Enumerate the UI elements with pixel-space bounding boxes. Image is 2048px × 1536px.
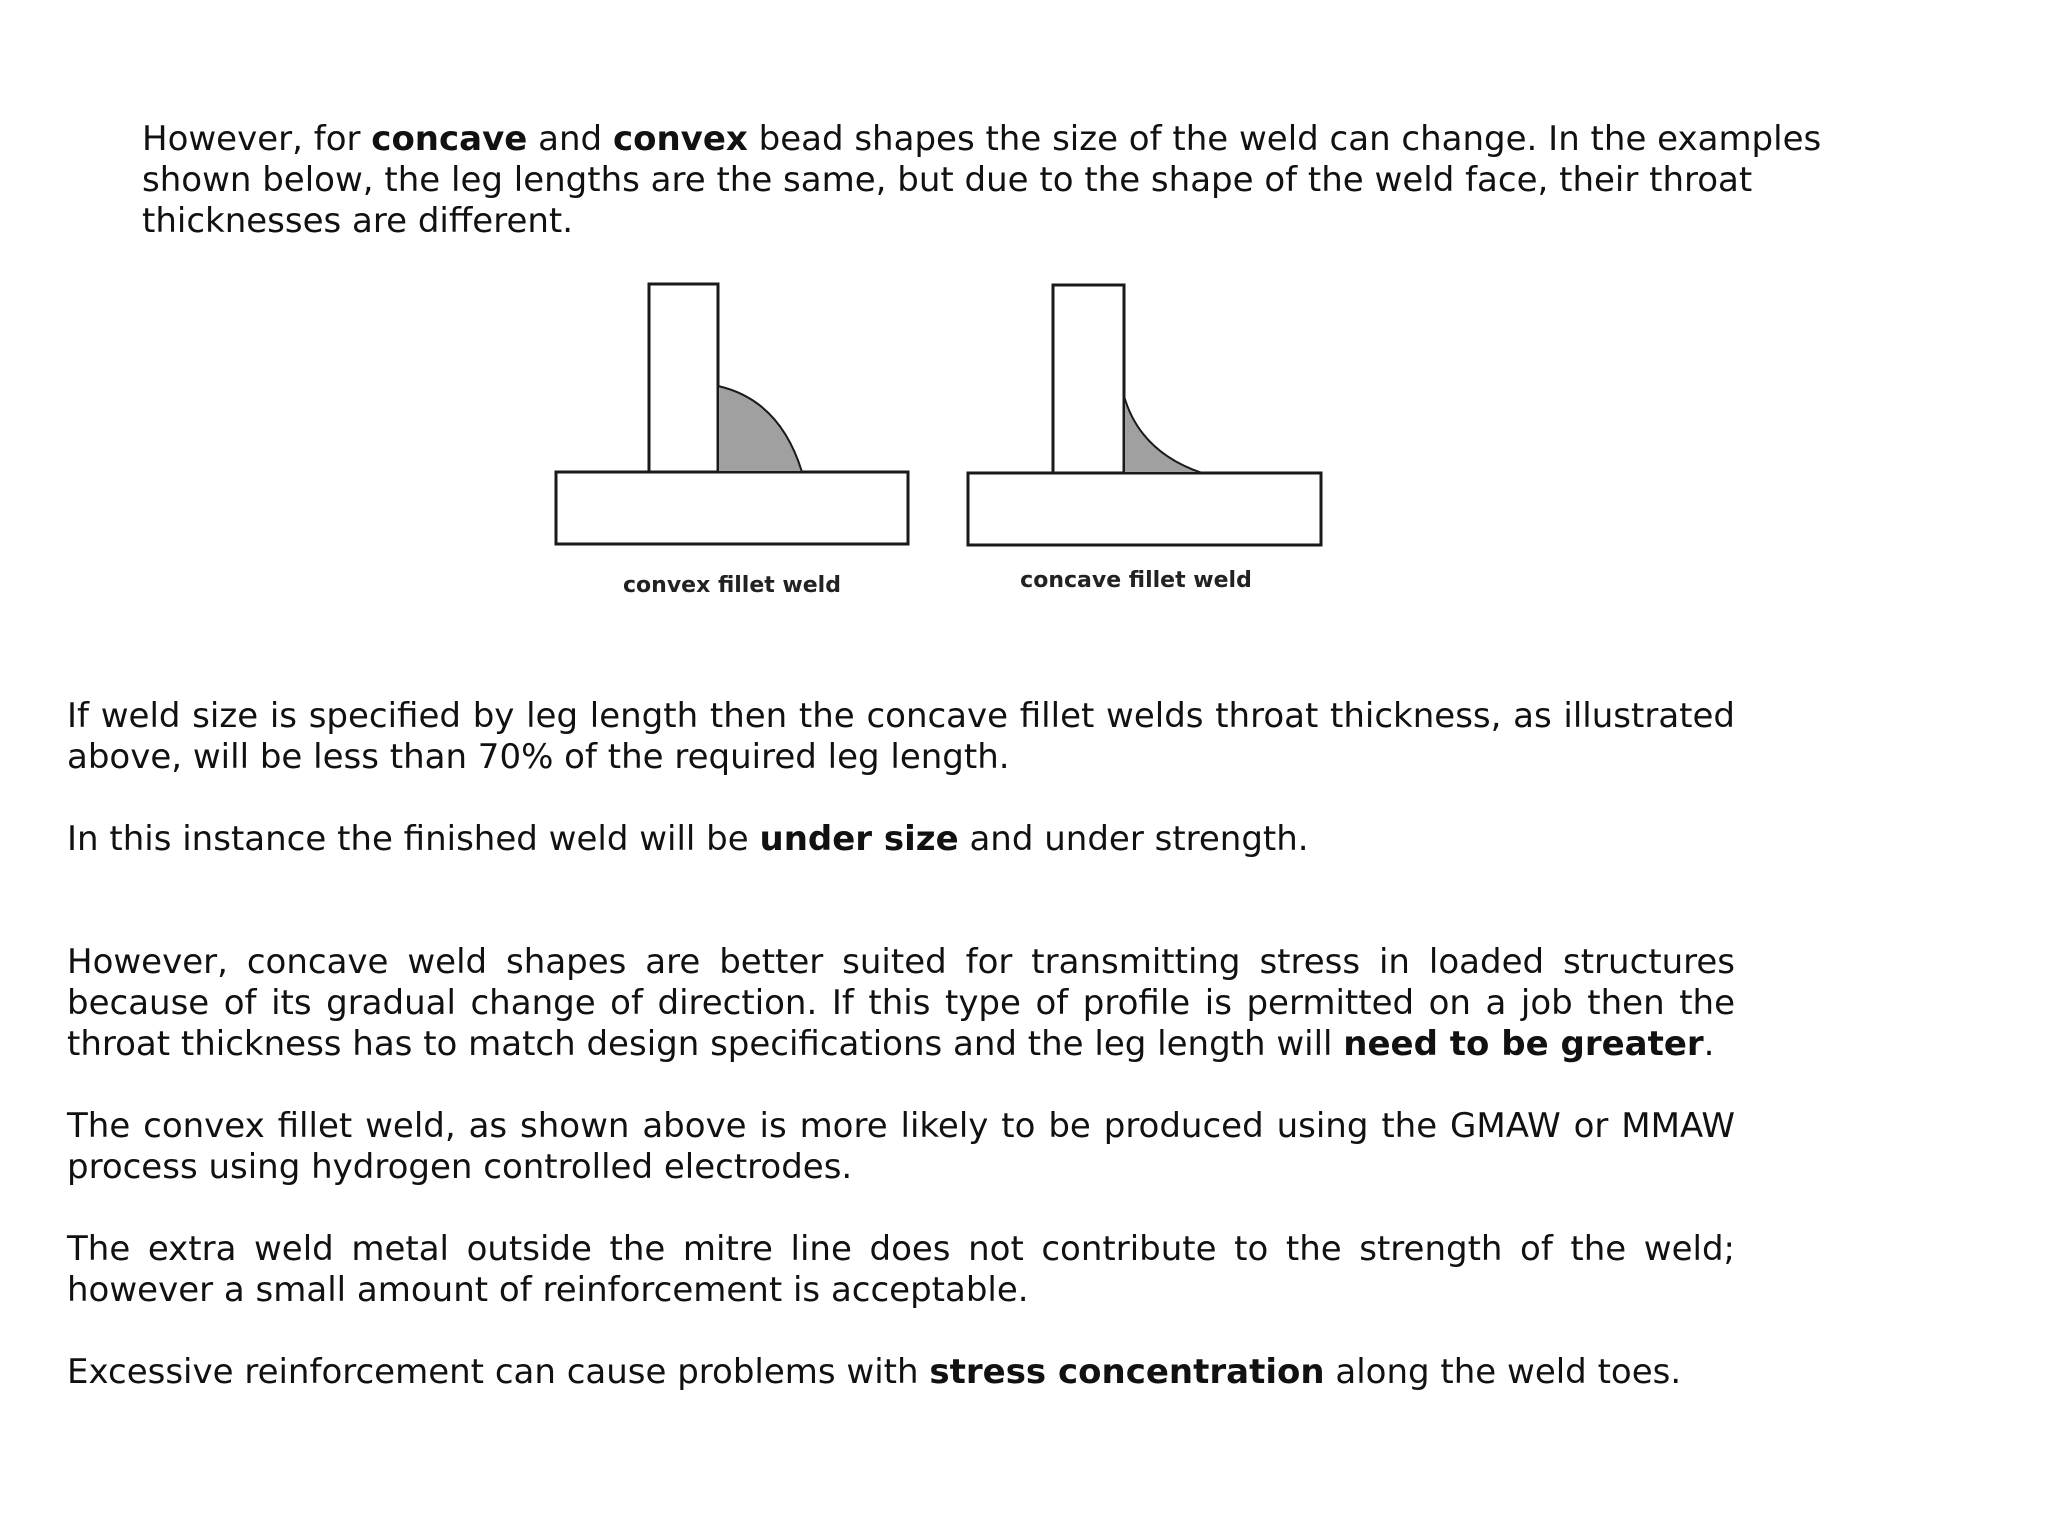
concave-weld-bead: [1124, 396, 1202, 473]
convex-caption: convex fillet weld: [623, 573, 841, 598]
convex-process-paragraph: [67, 1106, 1746, 1188]
convex-base-plate: [556, 472, 908, 544]
stress-concentration-paragraph: [67, 1352, 1735, 1393]
concave-stress-paragraph: [67, 942, 1746, 1065]
under-size-term: under size: [759, 819, 959, 859]
under-size-paragraph: [67, 819, 1735, 860]
p3-text-2: .: [1703, 1024, 1715, 1064]
convex-vertical-plate: [649, 284, 718, 472]
concave-base-plate: [968, 473, 1321, 545]
p2-text-2: and under strength.: [958, 819, 1309, 859]
concave-caption: concave fillet weld: [1020, 568, 1252, 593]
p1-text: If weld size is specified by leg length then the concave fillet welds throat thickness, as illustrated above, will be less than 70% of the required leg length.: [67, 696, 1746, 777]
reinforcement-paragraph: [67, 1229, 1746, 1311]
p5-text: The extra weld metal outside the mitre line does not contribute to the strength of the weld; however a small amount of reinforcement is acceptable.: [67, 1229, 1746, 1310]
p6-text-2: along the weld toes.: [1324, 1352, 1682, 1392]
convex-weld-bead: [718, 386, 802, 472]
leg-length-paragraph: [67, 696, 1746, 778]
concave-fillet-weld-figure: [968, 285, 1321, 593]
concave-term: concave: [371, 119, 528, 159]
p4-text: The convex fillet weld, as shown above is more likely to be produced using the GMAW or MMAW process using hydrogen controlled electrodes.: [67, 1106, 1746, 1187]
intro-text-3: bead shapes the size of the weld can change. In the examples shown below, the leg lengths are the same, but due to the shape of the weld face, their throat thicknesses are different.: [142, 119, 1833, 241]
p2-text-1: In this instance the finished weld will be: [67, 819, 760, 859]
convex-fillet-weld-figure: [556, 284, 908, 598]
stress-concentration-term: stress concentration: [929, 1352, 1325, 1392]
need-to-be-greater-term: need to be greater: [1343, 1024, 1704, 1064]
concave-vertical-plate: [1053, 285, 1124, 473]
intro-paragraph: [142, 119, 1902, 242]
p3-text-1: However, concave weld shapes are better suited for transmitting stress in loaded structures because of its gradual change of direction. If this type of profile is permitted on a job then the throat thickness has to match design specifications and the leg length will: [67, 942, 1746, 1064]
intro-text-2: and: [527, 119, 613, 159]
convex-term: convex: [612, 119, 748, 159]
intro-text-1: However, for: [142, 119, 372, 159]
p6-text-1: Excessive reinforcement can cause problems with: [67, 1352, 930, 1392]
fillet-weld-diagram: [540, 270, 1340, 610]
